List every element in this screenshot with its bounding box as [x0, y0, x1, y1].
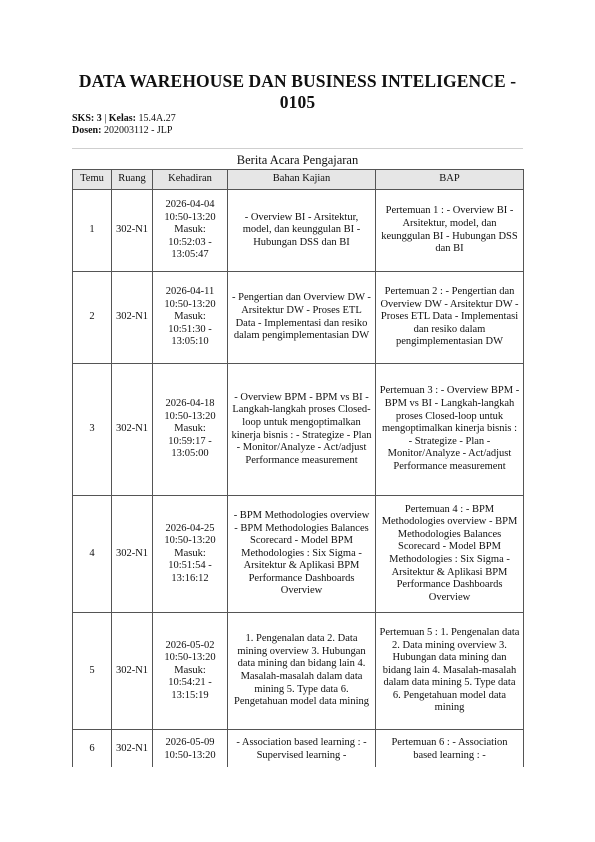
- divider: [72, 148, 523, 149]
- table-row: [73, 613, 524, 730]
- cell-ruang: 302-N1: [112, 496, 153, 613]
- cell-bahan-kajian: - Pengertian dan Overview DW - Arsitektur DW - Proses ETL Data - Implementasi dan resiko dalam pengimplementasian DW: [228, 272, 376, 364]
- section-title: Berita Acara Pengajaran: [236, 153, 359, 167]
- kelas-label: Kelas:: [108, 113, 136, 124]
- sks-value: 3: [96, 113, 102, 124]
- cell-bap: Pertemuan 4 : - BPM Methodologies overview - BPM Methodologies Balances Scorecard - Model BPM Methodologies : Six Sigma - Arsitektur & Aplikasi BPM Performance Dashboards Overview: [376, 496, 524, 613]
- column-header-bap: BAP: [376, 170, 524, 190]
- cell-bahan-kajian: - Association based learning : - Supervised learning -: [228, 730, 376, 768]
- cell-ruang: 302-N1: [112, 190, 153, 272]
- column-header-temu: Temu: [73, 170, 112, 190]
- cell-kehadiran: 2026-04-11 10:50-13:20 Masuk: 10:51:30 - 13:05:10: [153, 272, 228, 364]
- cell-temu: 2: [73, 272, 112, 364]
- table-row: [73, 730, 524, 768]
- table-row: [73, 272, 524, 364]
- cell-bap: Pertemuan 2 : - Pengertian dan Overview DW - Arsitektur DW - Proses ETL Data - Implementasi dan resiko dalam pengimplementasian DW: [376, 272, 524, 364]
- cell-temu: 4: [73, 496, 112, 613]
- lecturer-meta: [72, 125, 172, 137]
- cell-bahan-kajian: 1. Pengenalan data 2. Data mining overview 3. Hubungan data mining dan bidang lain 4. Masalah-masalah dalam data mining 5. Type data 6. Pengetahuan model data mining: [228, 613, 376, 730]
- cell-temu: 3: [73, 364, 112, 496]
- cell-bap: Pertemuan 1 : - Overview BI - Arsitektur, model, dan keunggulan BI - Hubungan DSS dan BI: [376, 190, 524, 272]
- cell-bahan-kajian: - Overview BPM - BPM vs BI - Langkah-langkah proses Closed-loop untuk mengoptimalkan kinerja bisnis : - Strategize - Plan - Monitor/Analyze - Act/adjust Performance measurement: [228, 364, 376, 496]
- cell-bap: Pertemuan 5 : 1. Pengenalan data 2. Data mining overview 3. Hubungan data mining dan bidang lain 4. Masalah-masalah dalam data mining 5. Type data 6. Pengetahuan model data mining: [376, 613, 524, 730]
- meta-separator: |: [104, 113, 107, 124]
- cell-kehadiran: 2026-04-25 10:50-13:20 Masuk: 10:51:54 - 13:16:12: [153, 496, 228, 613]
- cell-temu: 6: [73, 730, 112, 768]
- cell-ruang: 302-N1: [112, 613, 153, 730]
- cell-bap: Pertemuan 3 : - Overview BPM - BPM vs BI - Langkah-langkah proses Closed-loop untuk mengoptimalkan kinerja bisnis : - Strategize - Plan - Monitor/Analyze - Act/adjust Performance measurement: [376, 364, 524, 496]
- cell-temu: 5: [73, 613, 112, 730]
- kelas-value: 15.4A.27: [138, 113, 176, 124]
- course-meta: [72, 113, 176, 125]
- dosen-value: 202003112 - JLP: [103, 125, 173, 136]
- sks-label: SKS:: [72, 113, 95, 124]
- cell-kehadiran: 2026-04-18 10:50-13:20 Masuk: 10:59:17 - 13:05:00: [153, 364, 228, 496]
- table-row: [73, 496, 524, 613]
- column-header-ruang: Ruang: [112, 170, 153, 190]
- cell-kehadiran: 2026-04-04 10:50-13:20 Masuk: 10:52:03 - 13:05:47: [153, 190, 228, 272]
- cell-kehadiran: 2026-05-09 10:50-13:20: [153, 730, 228, 768]
- cell-ruang: 302-N1: [112, 364, 153, 496]
- table-row: [73, 364, 524, 496]
- cell-bahan-kajian: - Overview BI - Arsitektur, model, dan keunggulan BI - Hubungan DSS dan BI: [228, 190, 376, 272]
- cell-bap: Pertemuan 6 : - Association based learning : -: [376, 730, 524, 768]
- table-row: [73, 190, 524, 272]
- cell-kehadiran: 2026-05-02 10:50-13:20 Masuk: 10:54:21 - 13:15:19: [153, 613, 228, 730]
- column-header-kehadiran: Kehadiran: [153, 170, 228, 190]
- cell-bahan-kajian: - BPM Methodologies overview - BPM Methodologies Balances Scorecard - Model BPM Methodologies : Six Sigma - Arsitektur & Aplikasi BPM Performance Dashboards Overview: [228, 496, 376, 613]
- column-header-bahan-kajian: Bahan Kajian: [228, 170, 376, 190]
- course-title: DATA WAREHOUSE DAN BUSINESS INTELIGENCE - 0105: [78, 71, 517, 112]
- teaching-report-table: [72, 169, 524, 767]
- dosen-label: Dosen:: [72, 125, 102, 136]
- cell-temu: 1: [73, 190, 112, 272]
- cell-ruang: 302-N1: [112, 272, 153, 364]
- cell-ruang: 302-N1: [112, 730, 153, 768]
- table-header-row: [73, 170, 524, 190]
